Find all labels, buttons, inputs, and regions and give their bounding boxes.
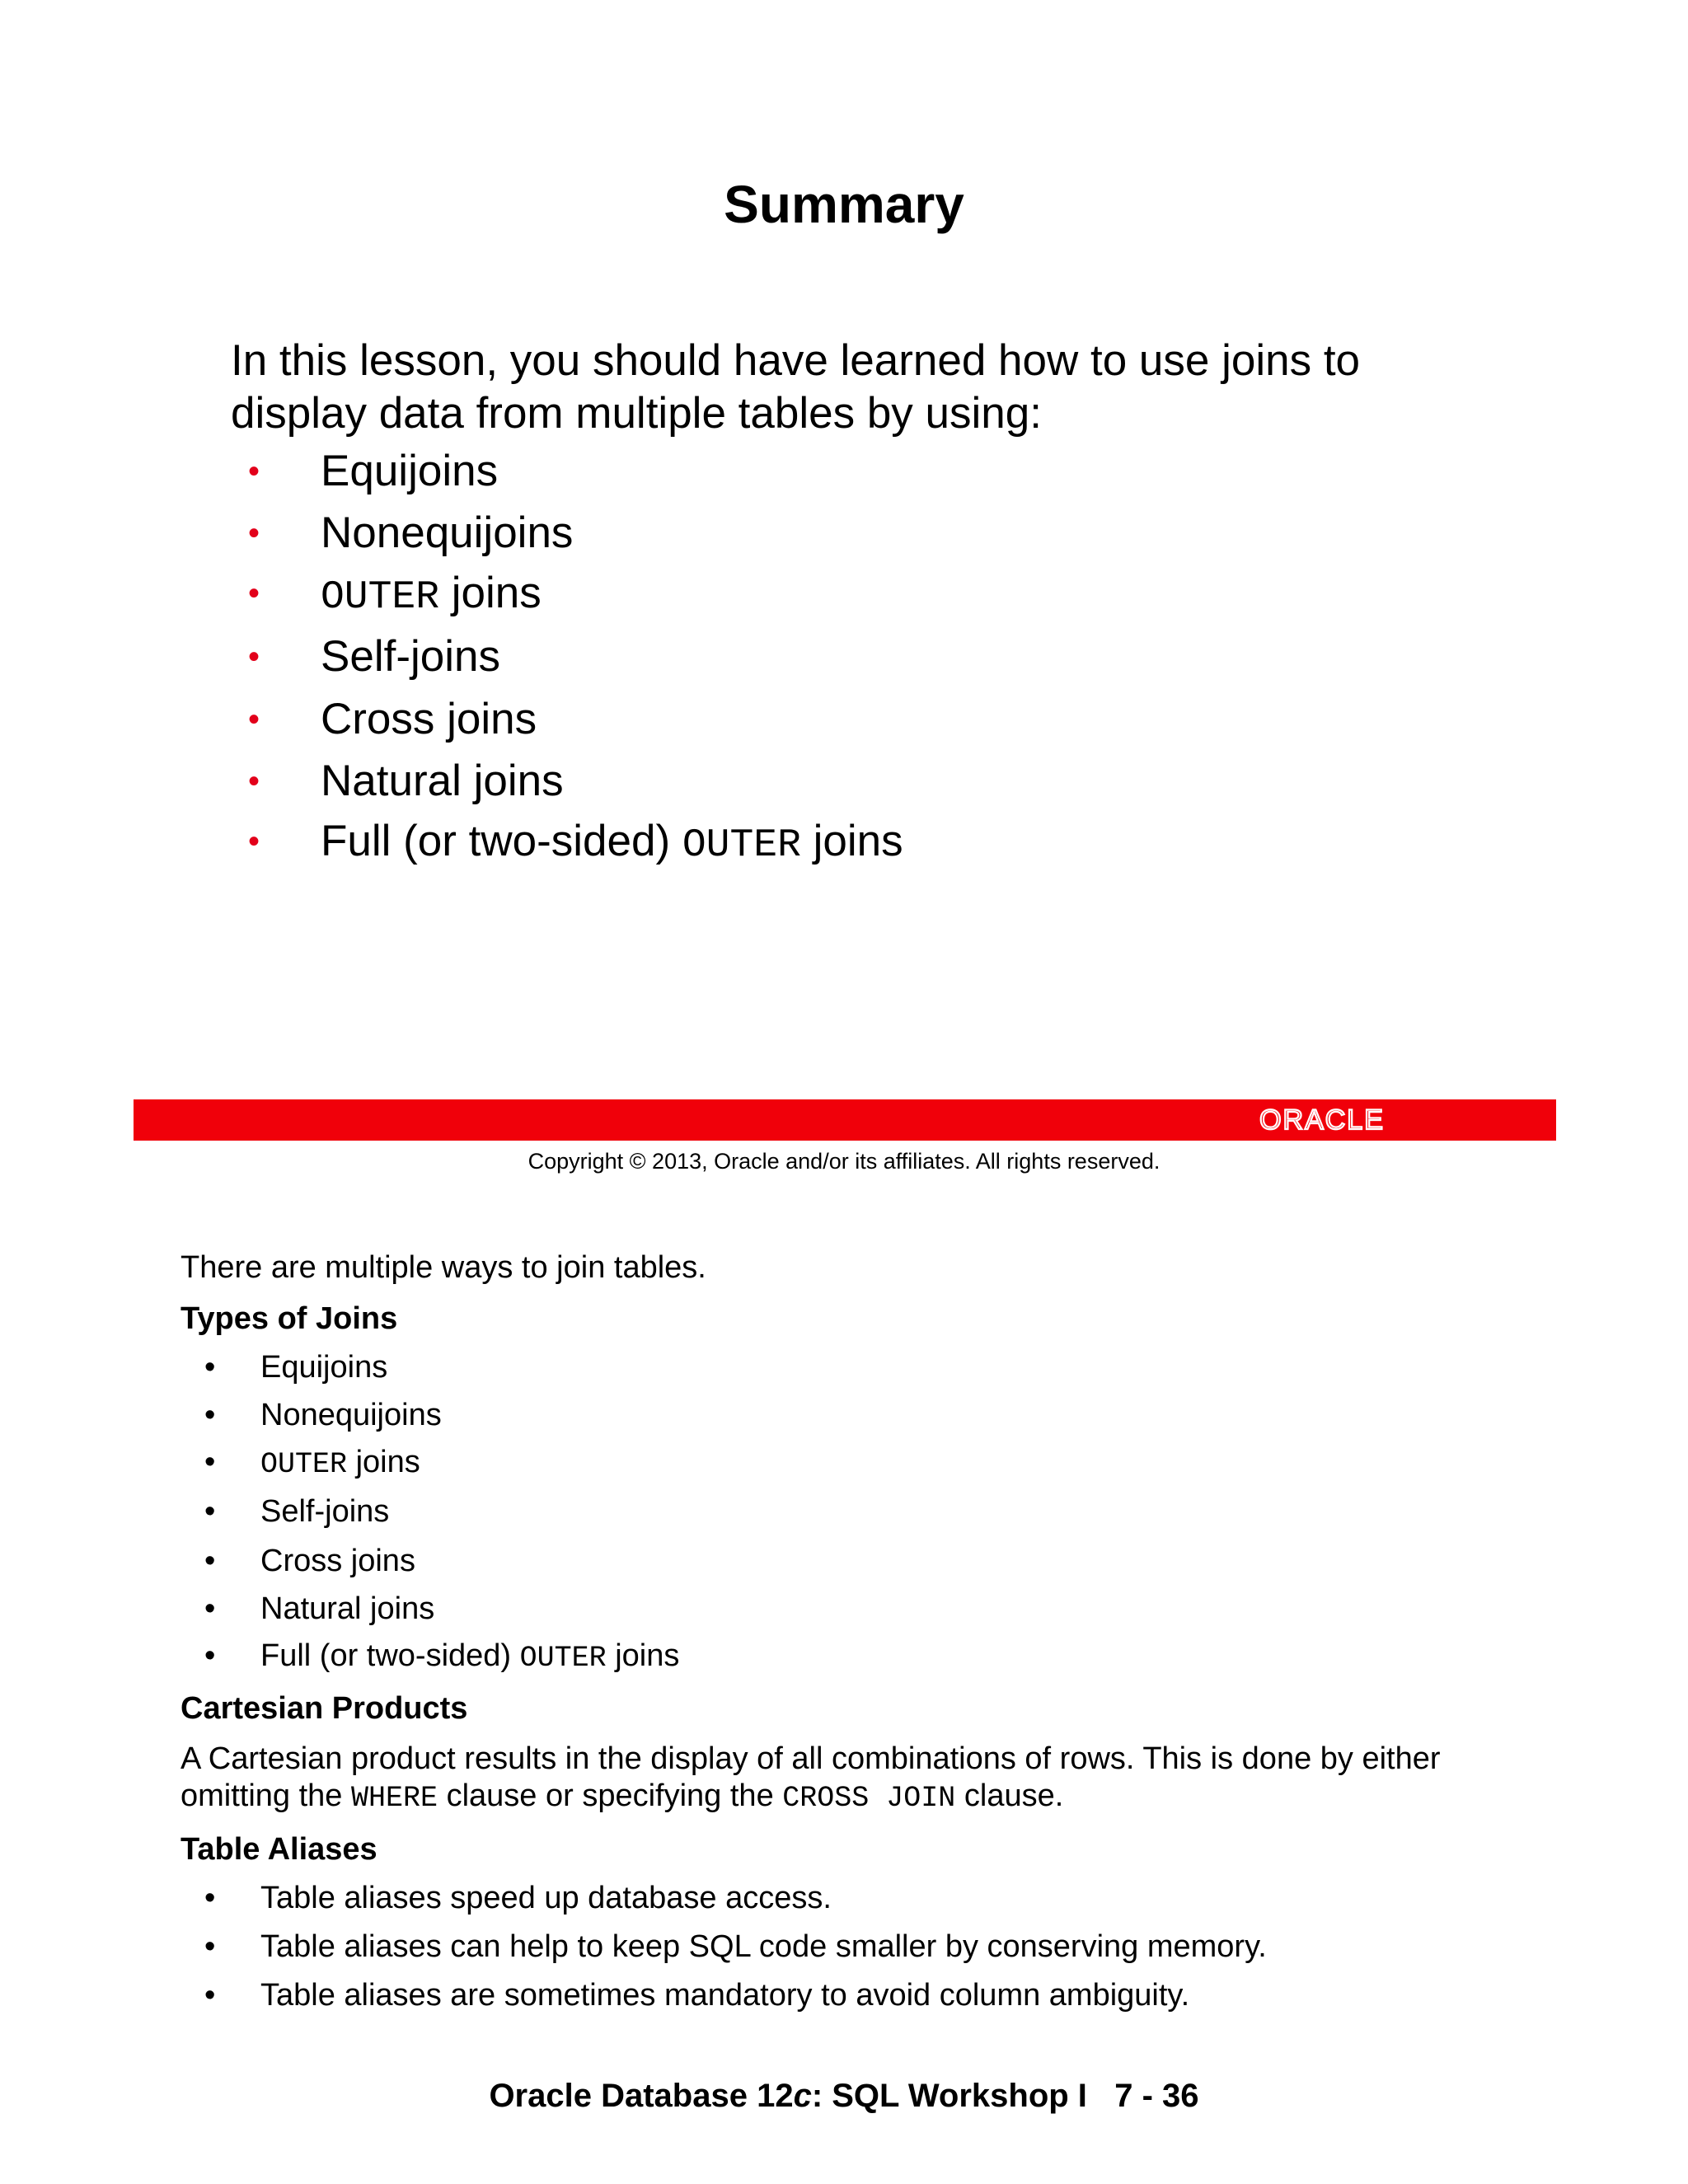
bullet-icon: • — [204, 1544, 216, 1578]
cartesian-paragraph — [181, 1741, 1524, 1817]
item-text: Equijoins — [260, 1350, 388, 1385]
oracle-logo-text: ORACLE — [1259, 1104, 1385, 1136]
item-text: Equijoins — [321, 447, 499, 495]
item-text: Natural joins — [321, 757, 564, 805]
item-text: Self-joins — [321, 632, 500, 681]
oracle-logo — [1231, 1104, 1413, 1137]
bullet-icon: • — [248, 515, 260, 551]
item-text: Table aliases are sometimes mandatory to avoid column ambiguity. — [260, 1978, 1190, 2013]
slide-intro: In this lesson, you should have learned how to use joins to display data from multiple tables by using: — [231, 336, 1361, 438]
table-aliases-heading: Table Aliases — [181, 1832, 377, 1867]
bullet-icon: • — [248, 639, 260, 675]
footer-italic: c — [793, 2078, 812, 2114]
footer-text: Oracle Database 12 — [489, 2078, 794, 2114]
bullet-icon: • — [248, 701, 260, 738]
item-text: Cross joins — [321, 695, 537, 743]
para-code: CROSS JOIN — [782, 1782, 956, 1815]
bullet-icon: • — [248, 763, 260, 799]
item-text: Full (or two-sided) — [260, 1638, 520, 1673]
bullet-icon: • — [248, 823, 260, 860]
copyright-notice: Copyright © 2013, Oracle and/or its affiliates. All rights reserved. — [528, 1149, 1160, 1174]
types-of-joins-heading: Types of Joins — [181, 1301, 398, 1336]
bullet-icon: • — [204, 1350, 216, 1385]
bullet-icon: • — [248, 453, 260, 490]
bullet-icon: • — [248, 575, 260, 612]
item-code: OUTER — [519, 1642, 607, 1675]
item-text: joins — [800, 817, 903, 865]
bullet-icon: • — [204, 1591, 216, 1626]
notes-intro: There are multiple ways to join tables. — [181, 1250, 706, 1285]
para-text: clause or specifying the — [438, 1779, 783, 1813]
bullet-icon: • — [204, 1978, 216, 2013]
para-code: WHERE — [351, 1782, 438, 1815]
bullet-icon: • — [204, 1638, 216, 1673]
bullet-icon: • — [204, 1494, 216, 1529]
para-text: clause. — [955, 1779, 1064, 1813]
bullet-icon: • — [204, 1398, 216, 1432]
item-code: OUTER — [321, 575, 440, 620]
item-text: Natural joins — [260, 1591, 435, 1626]
cartesian-products-heading: Cartesian Products — [181, 1691, 468, 1726]
item-text: Table aliases can help to keep SQL code smaller by conserving memory. — [260, 1929, 1267, 1964]
slide-title: Summary — [724, 175, 964, 234]
item-text: Cross joins — [260, 1544, 415, 1578]
item-text: Table aliases speed up database access. — [260, 1881, 832, 1915]
item-text: Nonequijoins — [321, 509, 574, 557]
item-text: Nonequijoins — [260, 1398, 442, 1432]
bullet-icon: • — [204, 1445, 216, 1479]
item-text: Full (or two-sided) — [321, 817, 682, 865]
bullet-icon: • — [204, 1929, 216, 1964]
item-code: OUTER — [682, 823, 801, 868]
para-text: A Cartesian product results in the display of all combinations of rows. This is done by either omitting the — [181, 1741, 1441, 1813]
item-text: joins — [606, 1638, 680, 1673]
bullet-icon: • — [204, 1881, 216, 1915]
item-text: joins — [439, 569, 542, 617]
item-code: OUTER — [260, 1448, 348, 1481]
footer-text: : SQL Workshop I 7 - 36 — [811, 2078, 1199, 2114]
item-text: joins — [347, 1445, 420, 1479]
page-footer — [0, 2077, 1688, 2115]
item-text: Self-joins — [260, 1494, 390, 1529]
